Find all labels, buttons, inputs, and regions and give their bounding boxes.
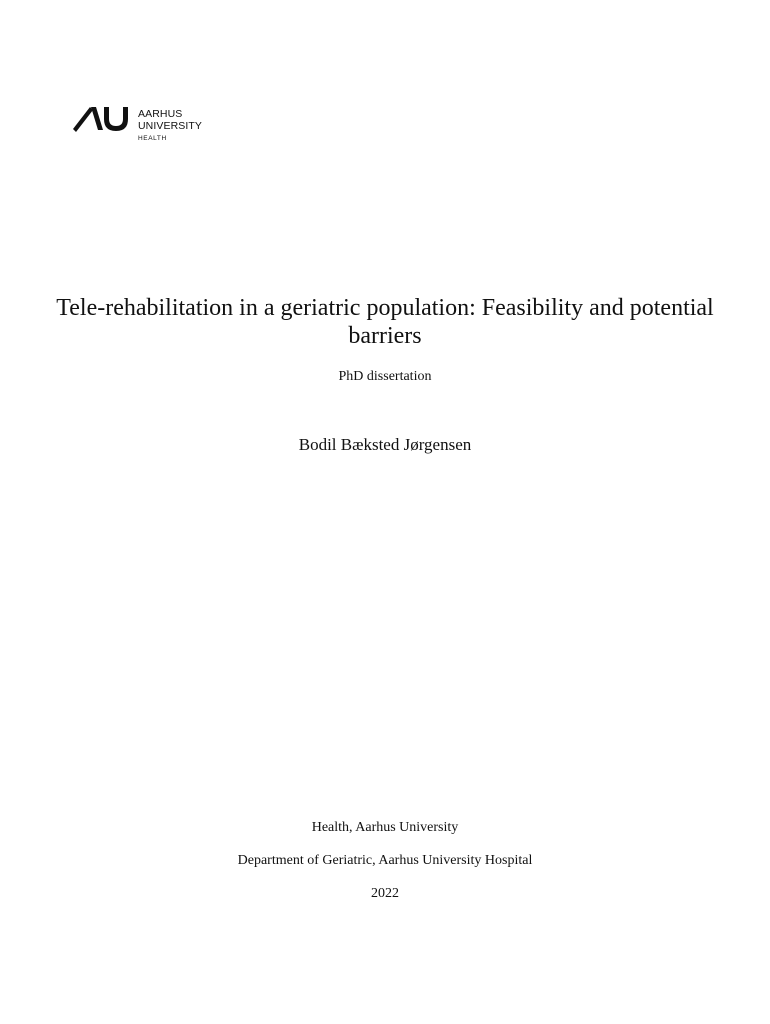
aarhus-university-logo — [73, 104, 213, 144]
affiliation: Health, Aarhus University — [311, 820, 459, 835]
logo-line-health: HEALTH — [138, 135, 167, 142]
logo-text — [138, 108, 202, 146]
year: 2022 — [371, 886, 399, 901]
department: Department of Geriatric, Aarhus University Hospital — [237, 853, 533, 868]
aarhus-university-logo-icon — [73, 104, 129, 132]
document-type: PhD dissertation — [338, 369, 432, 384]
logo-line-university: UNIVERSITY — [138, 120, 203, 132]
author-name: Bodil Bæksted Jørgensen — [298, 435, 472, 454]
dissertation-title: Tele-rehabilitation in a geriatric population: Feasibility and potential barriers — [56, 295, 714, 349]
logo-line-aarhus: AARHUS — [138, 108, 183, 120]
